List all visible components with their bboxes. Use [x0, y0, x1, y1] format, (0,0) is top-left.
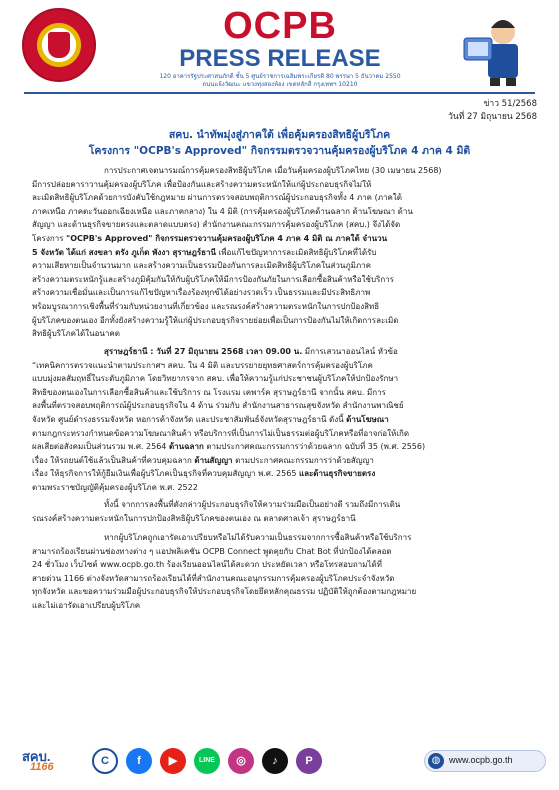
p4-line: สามารถร้องเรียนผ่านช่องทางต่าง ๆ แอปพลิเคชัน OCPB Connect พูดคุยกับ Chat Bot ที่ปกป้องได้ตลอด [32, 546, 392, 556]
paragraph-4 [32, 531, 535, 613]
youtube-icon[interactable] [160, 748, 186, 774]
pantip-glyph: P [305, 755, 313, 767]
p2-location-time: สุราษฎร์ธานี : วันที่ 27 มิถุนายน 2568 เวลา 09.00 น. [104, 347, 303, 356]
government-seal-logo [22, 8, 96, 82]
p4-line: สายด่วน 1166 ต่างจังหวัดสามารถร้องเรียนได้ที่สำนักงานคณะอนุกรรมการคุ้มครองผู้บริโภคประจำจังหวัด [32, 573, 395, 583]
p1-project-prefix: โครงการ [32, 233, 64, 243]
paragraph-1 [32, 164, 535, 341]
p1-line: การประกาศเจตนารมณ์การคุ้มครองสิทธิผู้บริโภค เมื่อวันคุ้มครองผู้บริโภคไทย (30 เมษายน 2568) [104, 166, 442, 175]
p2-line [32, 413, 535, 427]
p1-line: สัญญา และด้านธุรกิจขายตรงและตลาดแบบตรง) สำนักงานคณะกรรมการคุ้มครองผู้บริโภค (สคบ.) จึงได้จัด [32, 220, 401, 230]
headline-line-1: สคบ. นำทัพมุ่งสู่ภาคใต้ เพื่อคุ้มครองสิทธิผู้บริโภค [168, 129, 391, 141]
line-icon[interactable] [194, 748, 220, 774]
tiktok-icon[interactable] [262, 748, 288, 774]
p2-car-label: เรื่อง ให้รถยนต์ใช้แล้วเป็นสินค้าที่ควบคุมฉลาก [32, 455, 192, 465]
facebook-icon[interactable] [126, 748, 152, 774]
p1-line: สร้างความเชื่อมั่นและเป็นการแก้ไขปัญหาเรื่องร้องทุกข์ได้อย่างรวดเร็ว เป็นธรรมและมีประสิทธิภาพ [32, 288, 371, 298]
p1-line: ผู้บริโภคของตนเอง อีกทั้งยังสร้างความรู้ให้แก่ผู้ประกอบธุรกิจรายย่อยเพื่อเป็นการป้องกันไม่ให้เกิดการละเมิด [32, 315, 399, 325]
p2-label-label: ด้านฉลาก [168, 442, 204, 452]
paragraph-3 [32, 498, 535, 525]
ocpb-hotline-logo [22, 746, 82, 776]
ocpb-connect-icon[interactable]: C [92, 748, 118, 774]
address-line-1: 120 อาคารรัฐประศาสนภักดี ชั้น 5 ศูนย์ราชการเฉลิมพระเกียรติ 80 พรรษา 5 ธันวาคม 2550 [159, 73, 401, 80]
instagram-glyph: ◎ [236, 755, 246, 767]
address-line-2: ถนนแจ้งวัฒนะ แขวงทุ่งสองห้อง เขตหลักสี่ กรุงเทพฯ 10210 [202, 81, 358, 88]
p1-line: มีการปล่อยคาราวานคุ้มครองผู้บริโภค เพื่อป้องกันและสร้างความตระหนักให้แก่ผู้ประกอบธุรกิจไม่ให้ [32, 179, 372, 189]
release-date: วันที่ 27 มิถุนายน 2568 [448, 112, 537, 122]
p1-line: ความเสียหายเป็นจำนวนมาก และสร้างความเป็นธรรมป้องกันการละเมิดสิทธิผู้บริโภคในส่วนภูมิภาค [32, 261, 372, 271]
p2-line: ตามกฎกระทรวงกำหนดข้อความโฆษณาสินค้า หรือบริการที่เป็นการไม่เป็นธรรมต่อผู้บริโภคหรือที่อาจก่อให้เกิด [32, 428, 410, 438]
facebook-glyph: f [137, 755, 141, 767]
website-url: www.ocpb.go.th [449, 755, 513, 765]
p1-line: ละเมิดสิทธิผู้บริโภคด้วยการบังคับใช้กฎหมาย ผ่านการตรวจสอบพฤติการณ์ผู้ประกอบธุรกิจทั้ง 4 ภาค (ภาคใต้ [32, 193, 402, 203]
release-number: ข่าว 51/2568 [483, 99, 537, 109]
footer-hotline: 1166 [30, 761, 54, 773]
p3-line: ทั้งนี้ จากการลงพื้นที่ดังกล่าวผู้ประกอบธุรกิจให้ความร่วมมือเป็นอย่างดี รวมถึงมีการเดิน [104, 500, 401, 509]
headline-line-2: โครงการ "OCPB's Approved" กิจกรรมตรวจวานคุ้มครองผู้บริโภค 4 ภาค 4 มิติ [88, 145, 471, 157]
p2-line: ลงพื้นที่ตรวจสอบพฤติการณ์ผู้ประกอบธุรกิจใน 4 ด้าน ร่วมกับ สำนักงานสาธารณสุขจังหวัด สำนักงานพาณิชย์ [32, 401, 404, 411]
p2-line: ตามพระราชบัญญัติคุ้มครองผู้บริโภค พ.ศ. 2522 [32, 482, 198, 492]
press-header [0, 0, 559, 96]
p2-line: “เทคนิคการตรวจแนะนำตามประกาศฯ สคบ. ใน 4 มิติ และบรรยายยุทธศาสตร์การคุ้มครองผู้บริโภค [32, 360, 373, 370]
p2-direct-sales-label: และด้านธุรกิจขายตรง [298, 469, 376, 479]
p1-line: ภาคเหนือ ภาคตะวันออกเฉียงเหนือ และภาคกลาง) ใน 4 มิติ (การคุ้มครองผู้บริโภคด้านฉลาก ด้านโฆษณา ด้าน [32, 206, 413, 216]
paragraph-2 [32, 345, 535, 495]
p3-line: รณรงค์สร้างความตระหนักในการปกป้องสิทธิผู้บริโภคของตนเอง ณ ตลาดศาลเจ้า สุราษฎร์ธานี [32, 513, 356, 523]
p1-provinces: 5 จังหวัด ได้แก่ สงขลา ตรัง ภูเก็ต พังงา สุราษฎร์ธานี [32, 247, 216, 257]
p1-purpose: เพื่อแก้ไขปัญหาการละเมิดสิทธิผู้บริโภคที่ได้รับ [218, 247, 377, 257]
p2-line: แบบมุ่งผลสัมฤทธิ์ในระดับภูมิภาค โดยวิทยากรจาก สคบ. เพื่อให้ความรู้แก่ประชาชนผู้บริโภคให้ปกป้องรักษา [32, 374, 399, 384]
press-release-title: PRESS RELEASE [179, 45, 381, 72]
office-address [110, 73, 450, 89]
website-badge[interactable] [424, 750, 546, 772]
p2-contract-regulation: ตามประกาศคณะกรรมการว่าด้วยสัญญา [235, 455, 374, 465]
pantip-icon[interactable] [296, 748, 322, 774]
instagram-icon[interactable] [228, 748, 254, 774]
globe-icon: ◍ [428, 753, 444, 769]
p2-line [32, 454, 535, 468]
p4-line: หากผู้บริโภคถูกเอารัดเอาเปรียบหรือไม่ได้รับความเป็นธรรมจากการซื้อสินค้าหรือใช้บริการ [104, 533, 412, 542]
youtube-glyph: ▶ [168, 755, 178, 767]
p1-project-name: "OCPB's Approved" กิจกรรมตรวจวานคุ้มครองผู้บริโภค 4 ภาค 4 มิติ ณ ภาคใต้ จำนวน [66, 233, 388, 243]
p4-line: 24 ชั่วโมง เว็บไซต์ www.ocpb.go.th ร้องเรียนออนไลน์ได้สะดวก ประหยัดเวลา หรือโทรสอบถามได้ที่ [32, 560, 382, 570]
p1-line [32, 232, 535, 246]
p1-line: สิทธิผู้บริโภคได้ในอนาคต [32, 329, 120, 339]
p2-contract-label: ด้านสัญญา [194, 455, 233, 465]
p1-line [32, 246, 535, 260]
line-glyph: LINE [199, 757, 215, 764]
p1-line: พร้อมบูรณาการเชิงพื้นที่ร่วมกับหน่วยงานที่เกี่ยวข้อง และรณรงค์สร้างความตระหนักในการปกป้องสิทธิ [32, 301, 380, 311]
p2-line: สิทธิของตนเองในการเลือกซื้อสินค้าและใช้บริการ ณ โรงแรม เคพาร์ค สุราษฎร์ธานี จากนั้น สคบ. มีการ [32, 387, 386, 397]
p2-label-regulation: ตามประกาศคณะกรรมการว่าด้วยฉลาก ฉบับที่ 35 (พ.ศ. 2556) [206, 442, 426, 452]
p2-agencies: จังหวัด ศูนย์ดำรงธรรมจังหวัด หอการค้าจังหวัด และประชาสัมพันธ์จังหวัดสุราษฎร์ธานี ดังนี้ [32, 414, 344, 424]
p2-line [32, 345, 535, 359]
p2-line [32, 467, 535, 481]
brand-title: OCPB [223, 5, 337, 47]
p4-line: ทุกจังหวัด และขอความร่วมมือผู้ประกอบธุรกิจให้ประกอบธุรกิจโดยยึดหลักคุณธรรม ปฏิบัติให้ถูกต้องตามกฎหมาย [32, 587, 417, 597]
p2-topic-prefix: มีการเสวนาออนไลน์ หัวข้อ [304, 347, 398, 356]
seal-emblem-icon [48, 32, 70, 58]
p2-line [32, 440, 535, 454]
p1-line: สร้างความตระหนักรู้และสร้างภูมิคุ้มกันให้กับผู้บริโภคให้มีการป้องกันภัยในการเลือกซื้อสินค้าหรือใช้บริการ [32, 274, 394, 284]
footer-logo-text: สคบ. [22, 749, 51, 764]
p2-loan-contract: เรื่อง ให้ธุรกิจการให้กู้ยืมเงินเพื่อผู้บริโภคเป็นธุรกิจที่ควบคุมสัญญา พ.ศ. 2565 [32, 469, 297, 479]
mascot-illustration [458, 4, 534, 88]
header-divider [24, 92, 535, 94]
tiktok-glyph: ♪ [272, 755, 278, 767]
p2-ad-regulation: ผลเสียต่อสังคมเป็นส่วนรวม พ.ศ. 2564 [32, 442, 167, 452]
p2-advertising-label: ด้านโฆษณา [346, 414, 389, 424]
footer-bar [0, 740, 559, 780]
p4-line: และไม่เอารัดเอาเปรียบผู้บริโภค [32, 600, 141, 610]
